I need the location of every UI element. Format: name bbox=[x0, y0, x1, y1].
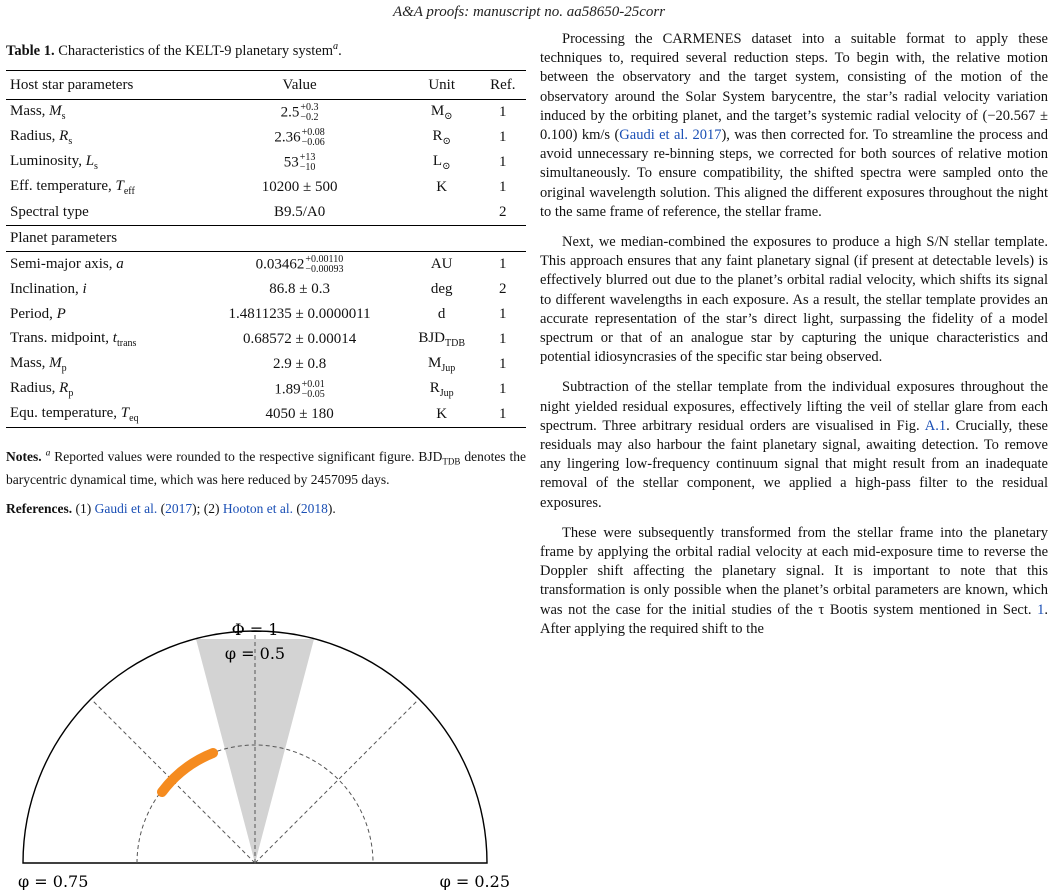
parameters-table bbox=[6, 70, 526, 428]
param-name-cell: Trans. midpoint, $t_{trans}$ bbox=[10, 330, 137, 349]
param-name-cell: Mass, $M_p$ bbox=[10, 355, 67, 374]
unit-cell: deg bbox=[430, 281, 453, 297]
param-name-cell: Period, P bbox=[10, 306, 66, 322]
label-phase-top-2: φ = 0.5 bbox=[224, 644, 286, 663]
col-header-unit: Unit bbox=[404, 71, 480, 100]
unit-cell: d bbox=[437, 306, 446, 322]
value-cell: 4050 ± 180 bbox=[195, 402, 403, 428]
value-cell: 2.5 +0.3 −0.2 bbox=[280, 101, 319, 123]
param-name-cell: Equ. temperature, $T_{eq}$ bbox=[6, 402, 195, 428]
param-name-cell: Radius, $R_p$ bbox=[10, 380, 74, 399]
table-row bbox=[6, 252, 526, 278]
table-row bbox=[6, 327, 526, 352]
value-cell: 0.03462 +0.00110 −0.00093 bbox=[255, 253, 344, 275]
param-name-cell: Mass, $M_s$ bbox=[10, 103, 66, 122]
section-link-1[interactable]: 1 bbox=[1037, 601, 1045, 618]
uncertainty: +0.08 −0.06 bbox=[301, 126, 325, 148]
ref-cell: 1 bbox=[499, 356, 507, 372]
unit-cell bbox=[404, 200, 480, 226]
unit-cell: $R_{Jup}$ bbox=[429, 380, 454, 399]
cite-link-gaudi-2017[interactable]: Gaudi et al. 2017 bbox=[619, 127, 722, 144]
table-row bbox=[6, 277, 526, 302]
param-name-cell: Semi-major axis, a bbox=[10, 256, 124, 272]
unit-cell: $BJD_{TDB}$ bbox=[418, 330, 466, 349]
table-row bbox=[6, 402, 526, 428]
uncertainty: +0.01 −0.05 bbox=[301, 378, 325, 400]
param-name-cell: Luminosity, $L_s$ bbox=[10, 153, 98, 172]
value-cell: 53 +13 −10 bbox=[283, 151, 316, 173]
ref-cell: 1 bbox=[499, 256, 507, 272]
value-cell: 1.89 +0.01 −0.05 bbox=[274, 378, 325, 400]
ref-link-hooton-year[interactable]: 2018 bbox=[300, 500, 328, 516]
table-references: References. (1) Gaudi et al. (2017); (2) Hooton et al. (2018). bbox=[6, 500, 336, 516]
paragraph-2: Next, we median-combined the exposures to produce a high S/N stellar template. This approach ensures that any faint planetary signal (if present at detectable levels) is effectively blurred out due to the planet’s orbital radial velocity, which shifts its signal to different wavelengths in each exposure. As a result, the stellar template provides an accurate representation of the star’s direct light, surpassing the fidelity of a model spectrum or that of an analogue star by capturing the unique characteristics and potential idiosyncrasies of the specific star being observed. bbox=[540, 234, 1048, 366]
table-row bbox=[6, 377, 526, 402]
left-column bbox=[6, 28, 526, 517]
value-cell: B9.5/A0 bbox=[273, 204, 326, 220]
ref-cell: 1 bbox=[499, 381, 507, 397]
table-row bbox=[6, 302, 526, 327]
ref-cell: 1 bbox=[480, 402, 526, 428]
value-cell: 0.68572 ± 0.00014 bbox=[243, 331, 357, 347]
table-row bbox=[6, 100, 526, 126]
host-star-rows bbox=[6, 100, 526, 226]
table-caption-text: Characteristics of the KELT-9 planetary system bbox=[58, 43, 334, 59]
unit-cell: K bbox=[404, 402, 480, 428]
table-label: Table 1. bbox=[6, 43, 55, 59]
table-notes: Notes. $^a$ Reported values were rounded to the respective significant figure. $BJD_{TDB}$ denotes the barycentric dynamical time, which was here reduced by 2457095 days. bbox=[6, 448, 526, 488]
col-header-ref: Ref. bbox=[480, 71, 526, 100]
ref-link-gaudi-year[interactable]: 2017 bbox=[165, 500, 193, 516]
ref-cell: 2 bbox=[499, 204, 507, 220]
value-cell: 2.36 +0.08 −0.06 bbox=[274, 126, 325, 148]
ref-cell: 2 bbox=[499, 281, 507, 297]
table-header-row bbox=[6, 71, 526, 100]
uncertainty: +0.3 −0.2 bbox=[300, 101, 319, 123]
col-header-param: Host star parameters bbox=[6, 71, 195, 100]
param-name-cell: Inclination, i bbox=[10, 281, 87, 297]
label-phase-right: φ = 0.25 bbox=[439, 872, 510, 890]
running-header: A&A proofs: manuscript no. aa58650-25corr bbox=[392, 4, 666, 20]
uncertainty: +13 −10 bbox=[299, 151, 316, 173]
ref-link-hooton[interactable]: Hooton et al. bbox=[222, 500, 293, 516]
planet-section-row bbox=[6, 226, 526, 252]
uncertainty: +0.00110 −0.00093 bbox=[305, 253, 344, 275]
paragraph-4: These were subsequently transformed from the stellar frame into the planetary frame by applying the orbital radial velocity at each mid-exposure time to reverse the Doppler shift affecting the planetary signal. It is important to note that this transformation is only possible when the planet’s orbital parameters are known, which was not the case for the initial studies of the τ Bootis system mentioned in Sect. 1. After applying the required shift to the bbox=[540, 524, 1048, 637]
ref-cell: 1 bbox=[499, 306, 507, 322]
observed-phase-arc bbox=[162, 753, 213, 792]
table-row bbox=[6, 125, 526, 150]
unit-cell: $L_⊙$ bbox=[432, 153, 451, 172]
value-cell: 10200 ± 500 bbox=[261, 179, 338, 195]
ref-cell: 1 bbox=[499, 129, 507, 145]
paragraph-1: Processing the CARMENES dataset into a suitable format to apply these techniques to, required several reduction steps. To begin with, the relative motion between the observatory and the target system, consisting of the motion of the observatory around the Solar System barycentre, the star’s radial velocity variation induced by the orbiting planet, and the target’s systemic radial velocity of (−20.567 ± 0.100) km/s (Gaudi et al. 2017), was then corrected for. To streamline the process and avoid unnecessary re-binning steps, we corrected for both sources of relative motion simultaneously. To ensure compatibility, the shifted spectra were sampled onto the original wavelength solution. This aligned the different exposures throughout the night to the same frame of reference, the stellar frame. bbox=[540, 31, 1048, 220]
right-column bbox=[540, 30, 1048, 650]
ref-cell: 1 bbox=[499, 179, 507, 195]
param-name-cell: Radius, $R_s$ bbox=[10, 128, 73, 147]
value-cell: 86.8 ± 0.3 bbox=[269, 281, 330, 297]
value-cell: 2.9 ± 0.8 bbox=[273, 356, 327, 372]
figure-link-a1[interactable]: A.1 bbox=[924, 417, 947, 434]
unit-cell: K bbox=[436, 179, 448, 195]
table-row bbox=[6, 175, 526, 200]
value-cell: 1.4811235 ± 0.0000011 bbox=[228, 306, 371, 322]
unit-cell: $M_⊙$ bbox=[430, 103, 453, 122]
label-phase-top-1: Φ = 1 bbox=[231, 620, 279, 639]
param-name-cell: Eff. temperature, $T_{eff}$ bbox=[10, 178, 135, 197]
ref-cell: 1 bbox=[499, 104, 507, 120]
param-name-cell: Spectral type bbox=[10, 204, 89, 220]
ref-cell: 1 bbox=[499, 331, 507, 347]
table-caption: Table 1. Characteristics of the KELT-9 planetary system$^a$. bbox=[6, 41, 342, 59]
ref-link-gaudi[interactable]: Gaudi et al. bbox=[94, 500, 158, 516]
table-row bbox=[6, 150, 526, 175]
orbital-phase-diagram bbox=[0, 612, 530, 890]
label-phase-left: φ = 0.75 bbox=[18, 872, 89, 890]
planet-section-label: Planet parameters bbox=[6, 226, 526, 252]
table-row bbox=[6, 352, 526, 377]
ref-cell: 1 bbox=[499, 154, 507, 170]
col-header-value: Value bbox=[195, 71, 403, 100]
paragraph-3: Subtraction of the stellar template from the individual exposures throughout the night yielded residual exposures, effectively lifting the veil of stellar glare from each spectrum. Three arbitrary residual orders are visualised in Fig. A.1. Crucially, these residuals may also harbour the faint planetary signal, awaiting detection. To remove any lingering low-frequency continuum signal that might result from an inadequate removal of the stellar component, we applied a high-pass filter to the residual exposures. bbox=[540, 379, 1048, 511]
table-row bbox=[6, 200, 526, 226]
unit-cell: $M_{Jup}$ bbox=[428, 355, 456, 374]
planet-rows bbox=[6, 252, 526, 428]
unit-cell: AU bbox=[430, 256, 453, 272]
unit-cell: $R_⊙$ bbox=[432, 128, 451, 147]
